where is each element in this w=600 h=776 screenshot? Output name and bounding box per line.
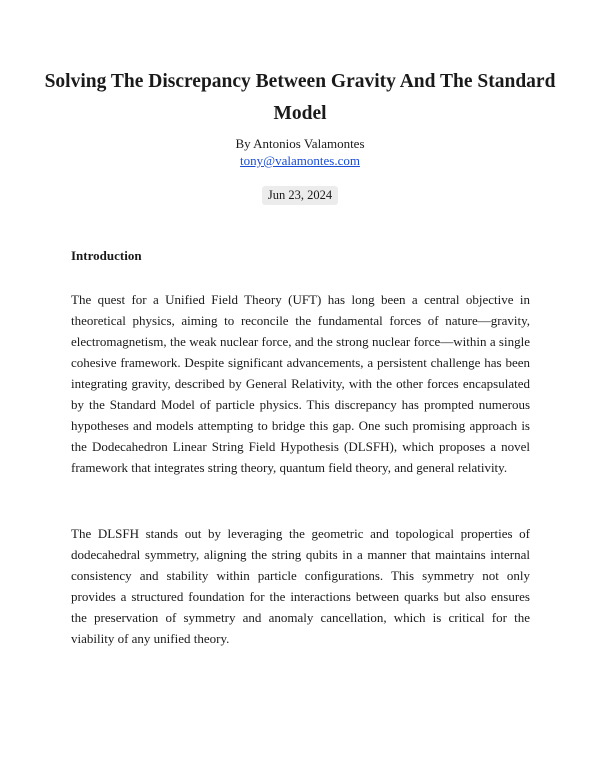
author-byline: By Antonios Valamontes <box>235 136 365 151</box>
author-email-link[interactable]: tony@valamontes.com <box>240 153 360 168</box>
date-row <box>0 186 600 205</box>
section-heading: Introduction <box>71 248 142 263</box>
paragraph-2: The DLSFH stands out by leveraging the geometric and topological properties of dodecahedral symmetry, aligning the string qubits in a manner that maintains internal consistency and stability within particle configurations. This symmetry not only provides a structured foundation for the interactions between quarks but also ensures the preservation of symmetry and anomaly cancellation, which is critical for the viability of any unified theory. <box>71 526 530 646</box>
paragraph-1: The quest for a Unified Field Theory (UFT) has long been a central objective in theoretical physics, aiming to reconcile the fundamental forces of nature—gravity, electromagnetism, the weak nuclear force, and the strong nuclear force—within a single cohesive framework. Despite significant advancements, a persistent challenge has been integrating gravity, described by General Relativity, with the other forces encapsulated by the Standard Model of particle physics. This discrepancy has prompted numerous hypotheses and models attempting to bridge this gap. One such promising approach is the Dodecahedron Linear String Field Hypothesis (DLSFH), which proposes a novel framework that integrates string theory, quantum field theory, and general relativity. <box>71 292 530 475</box>
page-title: Solving The Discrepancy Between Gravity And The Standard Model <box>44 71 556 124</box>
publication-date: Jun 23, 2024 <box>262 186 338 205</box>
author-email <box>0 152 600 169</box>
